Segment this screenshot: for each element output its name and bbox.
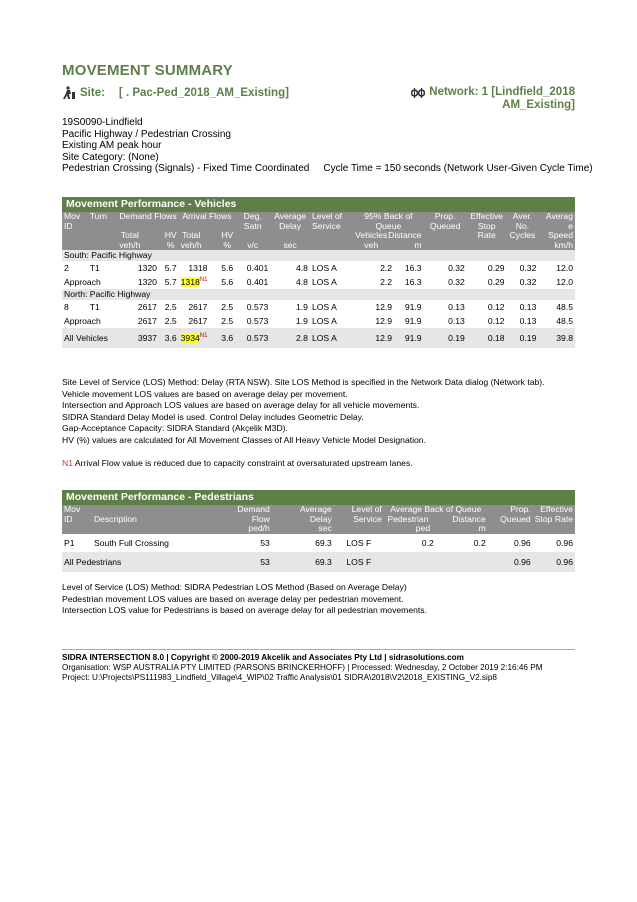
vehicle-notes: Site Level of Service (LOS) Method: Delay (RTA NSW). Site LOS Method is specified in the Network Data dialog (Network tab). Vehicle movement LOS values are based on average delay per movement. Intersection and Approach LOS values are based on average delay for all vehicle movements. SIDRA Standard Delay Model is used. Control Delay includes Geometric Delay. Gap-Acceptance Capacity: SIDRA Standard (Akçelik M3D). HV (%) values are calculated for All Movement Classes of All Heavy Vehicle Model Designation. (62, 377, 545, 445)
pedestrian-table-header: Mov ID Description Demand Flow ped/h Average Delay sec Level of Service Average Back of Queue Pedestrian ped Distance m Prop. Queued Effective Stop Rate (64, 504, 573, 533)
page-footer (62, 649, 575, 683)
site-header (62, 86, 289, 100)
vehicle-performance-table (62, 197, 575, 348)
all-pedestrians-row: All Pedestrians 53 69.3 LOS F 0.96 0.96 (62, 552, 575, 572)
network-icon (411, 88, 425, 98)
pedestrian-performance-table (62, 490, 575, 572)
footer-project: Project: U:\Projects\PS111983_Lindfield_Village\4_WIP\02 Traffic Analysis\01 SIDRA\2018\V2\2018_EXISTING_V2.sip8 (62, 673, 497, 682)
vehicle-table-title: Movement Performance - Vehicles (62, 197, 575, 212)
footer-copyright: SIDRA INTERSECTION 8.0 | Copyright © 2000-2019 Akcelik and Associates Pty Ltd | sidrasolutions.com (62, 653, 464, 662)
table-row: P1 South Full Crossing 53 69.3 LOS F 0.2 0.2 0.96 0.96 (64, 537, 573, 548)
site-info (62, 117, 593, 175)
pedestrian-table-title: Movement Performance - Pedestrians (62, 490, 575, 505)
site-value: [ . Pac-Ped_2018_AM_Existing] (118, 87, 289, 99)
vehicle-table-header: Mov ID Turn Demand Flows Total veh/h HV % Arrival Flows Total veh/h HV % Deg. Satn v/c Average Delay sec Level of Service 95% Back of Queue Vehicles veh Distance m Prop. Queued Effective Stop Rate Aver. No. Cycles Averag e Speed km/h (64, 211, 573, 250)
approach-row-south: Approach 1320 5.7 $1318^{N1}$ 5.6 0.401 4.8 LOS A 2.2 16.3 0.32 0.29 0.32 12.0 (64, 277, 573, 287)
section-south: South: Pacific Highway (62, 250, 575, 261)
site-period: Existing AM peak hour (62, 140, 162, 151)
network-line2: AM_Existing] (502, 99, 575, 111)
page-title: MOVEMENT SUMMARY (62, 62, 233, 79)
site-code: 19S0090-Lindfield (62, 117, 143, 128)
site-label: Site: (80, 87, 105, 99)
section-north: North: Pacific Highway (62, 289, 575, 300)
approach-row-north: Approach 2617 2.5 2617 2.5 0.573 1.9 LOS A 12.9 91.9 0.13 0.12 0.13 48.5 (64, 316, 573, 326)
all-vehicles-row: All Vehicles 3937 3.6 $3934^{N1}$ 3.6 0.573 2.8 LOS A 12.9 91.9 0.19 0.18 0.19 39.8 (62, 328, 575, 348)
pedestrian-notes: Level of Service (LOS) Method: SIDRA Pedestrian LOS Method (Based on Average Delay) Pedestrian movement LOS values are based on average delay per pedestrian movement. Intersection LOS value for Pedestrians is based on average delay for all pedestrian movements. (62, 582, 427, 615)
site-location: Pacific Highway / Pedestrian Crossing (62, 128, 231, 140)
table-row: 8 T1 2617 2.5 2617 2.5 0.573 1.9 LOS A 12.9 91.9 0.13 0.12 0.13 48.5 (64, 302, 573, 312)
n1-note: N1 Arrival Flow value is reduced due to capacity constraint at oversaturated upstream lanes. (62, 458, 413, 468)
network-line1: Network: 1 [Lindfield_2018 (429, 86, 575, 98)
network-header (411, 86, 575, 112)
pedestrian-icon (62, 86, 76, 100)
table-row: 2 T1 1320 5.7 1318 5.6 0.401 4.8 LOS A 2.2 16.3 0.32 0.29 0.32 12.0 (64, 263, 573, 273)
cycle-time: Cycle Time = 150 seconds (Network User-Given Cycle Time) (323, 163, 593, 174)
control-type: Pedestrian Crossing (Signals) - Fixed Time Coordinated (62, 163, 310, 174)
footer-organisation: Organisation: WSP AUSTRALIA PTY LIMITED (PARSONS BRINCKERHOFF) | Processed: Wednesday, 2 October 2019 2:16:46 PM (62, 663, 543, 672)
site-category: Site Category: (None) (62, 151, 159, 163)
